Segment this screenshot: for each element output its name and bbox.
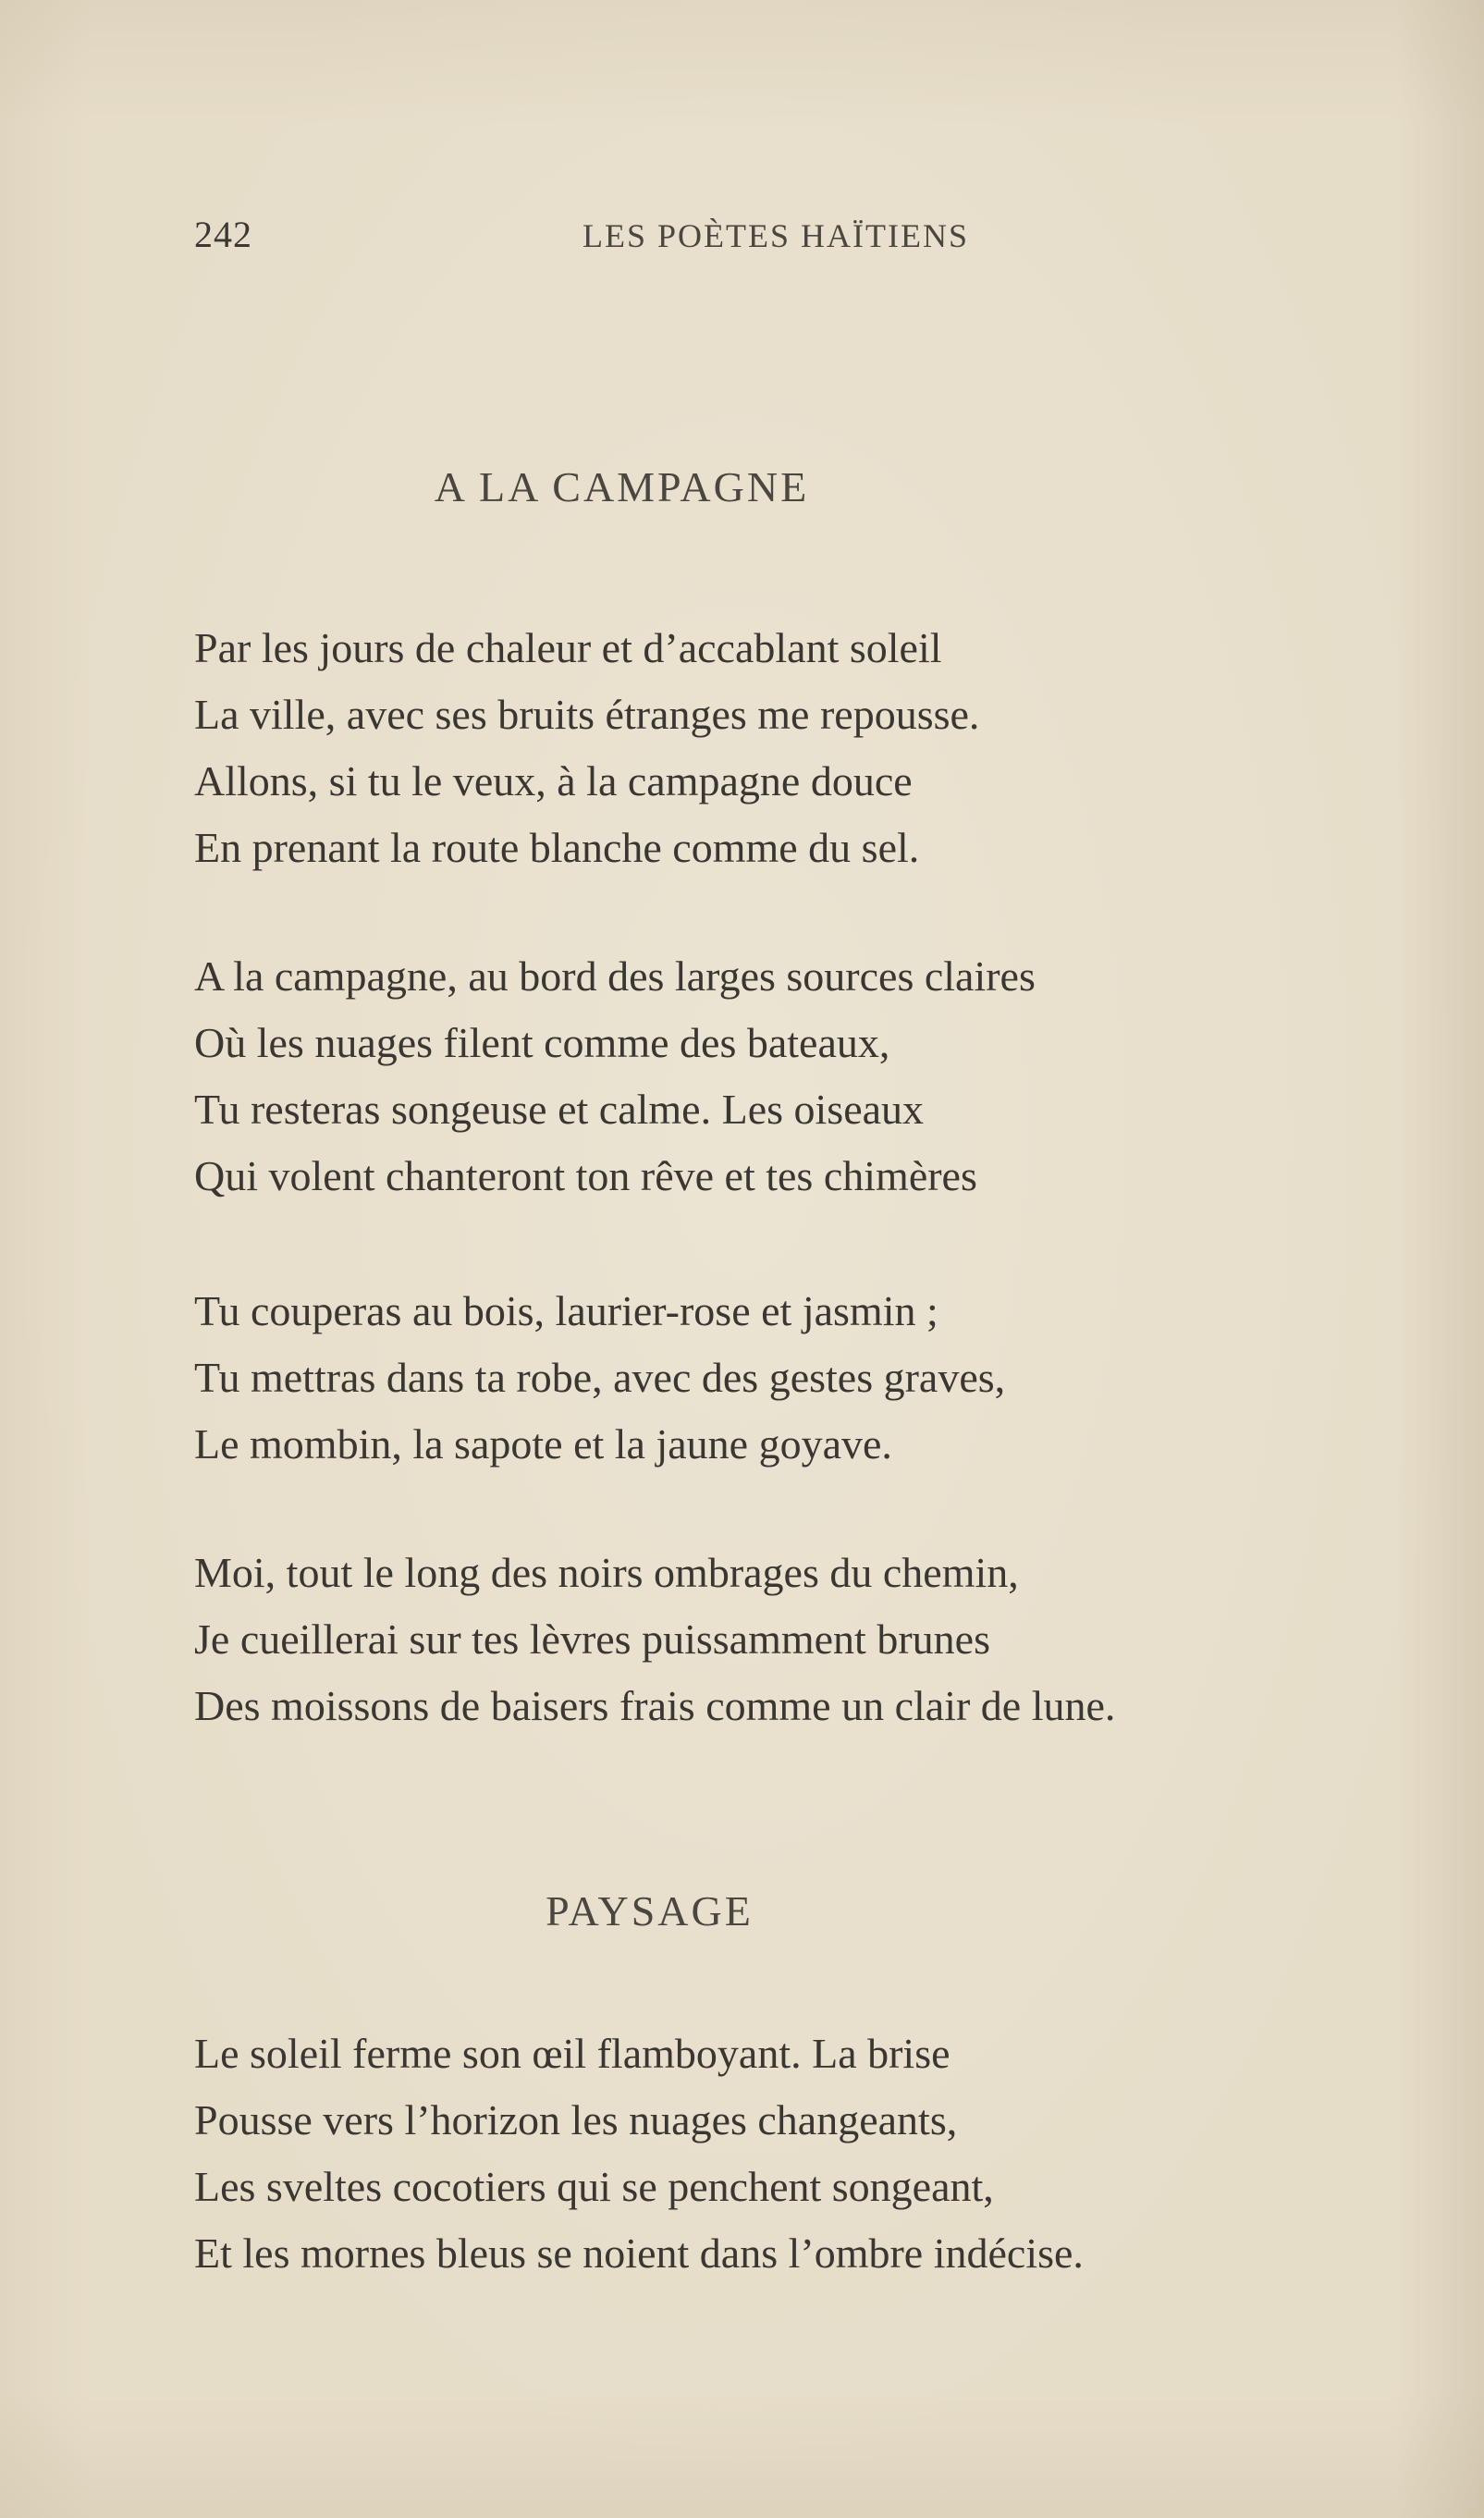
stanza	[194, 1540, 1433, 1739]
running-title: LES POÈTES HAÏTIENS	[583, 217, 969, 254]
verse-line: Je cueillerai sur tes lèvres puissamment brunes	[194, 1615, 990, 1663]
stanza	[194, 1278, 1433, 1478]
verse-line: Les sveltes cocotiers qui se penchent songeant,	[194, 2163, 994, 2210]
verse-line: Où les nuages filent comme des bateaux,	[194, 1019, 890, 1066]
page-number: 242	[194, 214, 252, 255]
verse-line: Le mombin, la sapote et la jaune goyave.	[194, 1420, 892, 1468]
verse-line: Tu mettras dans ta robe, avec des gestes graves,	[194, 1354, 1006, 1401]
verse-line: Par les jours de chaleur et d’accablant soleil	[194, 624, 942, 671]
running-head	[194, 213, 1322, 259]
verse-line: La ville, avec ses bruits étranges me repousse.	[194, 691, 980, 738]
stanza	[194, 2021, 1433, 2287]
verse-line: Moi, tout le long des noirs ombrages du chemin,	[194, 1549, 1019, 1596]
verse-line: Qui volent chanteront ton rêve et tes chimères	[194, 1152, 977, 1199]
verse-line: Tu resteras songeuse et calme. Les oiseaux	[194, 1086, 925, 1133]
verse-line: Tu couperas au bois, laurier-rose et jasmin ;	[194, 1287, 938, 1334]
verse-line: Allons, si tu le veux, à la campagne douce	[194, 757, 913, 805]
verse-line: Et les mornes bleus se noient dans l’ombre indécise.	[194, 2229, 1084, 2277]
stanza	[194, 615, 1433, 881]
verse-line: A la campagne, au bord des larges sources claires	[194, 952, 1036, 1000]
poem-title-paysage: PAYSAGE	[546, 1887, 754, 1935]
stanza	[194, 943, 1433, 1210]
verse-line: Des moissons de baisers frais comme un clair de lune.	[194, 1682, 1116, 1729]
verse-line: Le soleil ferme son œil flamboyant. La brise	[194, 2030, 950, 2077]
verse-line: Pousse vers l’horizon les nuages changeants,	[194, 2096, 958, 2143]
poem-title-a-la-campagne: A LA CAMPAGNE	[434, 463, 810, 510]
verse-line: En prenant la route blanche comme du sel.	[194, 824, 920, 871]
